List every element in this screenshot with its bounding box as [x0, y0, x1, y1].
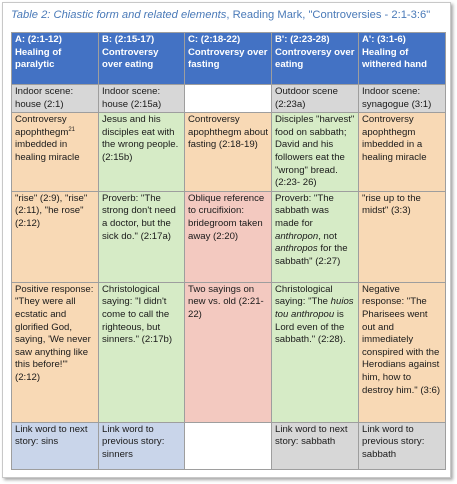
cell-text: , not	[318, 230, 337, 242]
cell-link-a: Link word to next story: sins	[12, 422, 99, 469]
cell-response-a: Positive response: "They were all ecstatic and glorified God, saying, 'We never saw anything like this before!'" (2:12)	[12, 282, 99, 422]
table-row	[12, 85, 446, 113]
cell-text: imbedded in healing miracle	[15, 139, 80, 163]
cell-link-c	[185, 422, 272, 469]
cell-saying-b: Proverb: "The strong don't need a doctor, but the sick do." (2:17a)	[99, 191, 185, 282]
cell-form-b-prime: Disciples "harvest" food on sabbath; David and his followers eat the "wrong" bread. (2:23- 26)	[272, 113, 359, 192]
cell-link-a-prime: Link word to previous story: sabbath	[359, 422, 446, 469]
cell-form-a-prime: Controversy apophthegm imbedded in a healing miracle	[359, 113, 446, 192]
cell-scene-b: Indoor scene: house (2:15a)	[99, 85, 185, 113]
greek-term: anthropos	[275, 243, 318, 255]
caption-prefix: Table 2: Chiastic form and related elements	[11, 9, 227, 21]
header-c: C: (2:18-22) Controversy over fasting	[185, 33, 272, 85]
greek-term: huios tou anthropou	[275, 296, 354, 320]
cell-scene-b-prime: Outdoor scene (2:23a)	[272, 85, 359, 113]
cell-saying-c: Oblique reference to crucifixion: bridegroom taken away (2:20)	[185, 191, 272, 282]
caption-suffix: , Reading Mark, "Controversies - 2:1-3:6"	[226, 9, 431, 21]
cell-saying-a-prime: "rise up to the midst" (3:3)	[359, 191, 446, 282]
cell-link-b-prime: Link word to next story: sabbath	[272, 422, 359, 469]
table-row	[12, 282, 446, 422]
cell-form-c: Controversy apophthegm about fasting (2:18-19)	[185, 113, 272, 192]
cell-text: Proverb: "The sabbath was made for	[275, 192, 334, 229]
cell-response-b: Christological saying: "I didn't come to call the righteous, but sinners." (2:17b)	[99, 282, 185, 422]
table-row	[12, 422, 446, 469]
cell-text: for the sabbath" (2:27)	[275, 243, 348, 267]
table-row	[12, 113, 446, 192]
cell-response-b-prime	[272, 282, 359, 422]
figure-frame	[2, 2, 451, 478]
footnote-marker: 21	[68, 126, 76, 133]
cell-response-a-prime: Negative response: "The Pharisees went out and immediately conspired with the Herodians against him, how to destroy him." (3:6)	[359, 282, 446, 422]
header-a-prime: A': (3:1-6) Healing of withered hand	[359, 33, 446, 85]
cell-saying-a: "rise" (2:9), "rise" (2:11), "he rose" (2:12)	[12, 191, 99, 282]
cell-link-b: Link word to previous story: sinners	[99, 422, 185, 469]
cell-text: Christological saying: "The	[275, 283, 333, 308]
cell-scene-a-prime: Indoor scene: synagogue (3:1)	[359, 85, 446, 113]
header-b: B: (2:15-17) Controversy over eating	[99, 33, 185, 85]
cell-text: Controversy apophthegm	[15, 114, 69, 138]
cell-form-a	[12, 113, 99, 192]
chiasm-table	[11, 32, 446, 470]
cell-form-b: Jesus and his disciples eat with the wrong people. (2:15b)	[99, 113, 185, 192]
cell-scene-c	[185, 85, 272, 113]
cell-text: is Lord even of the sabbath." (2:28).	[275, 308, 346, 346]
table-caption	[11, 8, 447, 22]
header-row	[12, 33, 446, 85]
cell-saying-b-prime	[272, 191, 359, 282]
cell-scene-a: Indoor scene: house (2:1)	[12, 85, 99, 113]
table-row	[12, 191, 446, 282]
greek-term: anthropon	[275, 230, 319, 242]
header-a: A: (2:1-12) Healing of paralytic	[12, 33, 99, 85]
header-b-prime: B': (2:23-28) Controversy over eating	[272, 33, 359, 85]
cell-response-c: Two sayings on new vs. old (2:21-22)	[185, 282, 272, 422]
